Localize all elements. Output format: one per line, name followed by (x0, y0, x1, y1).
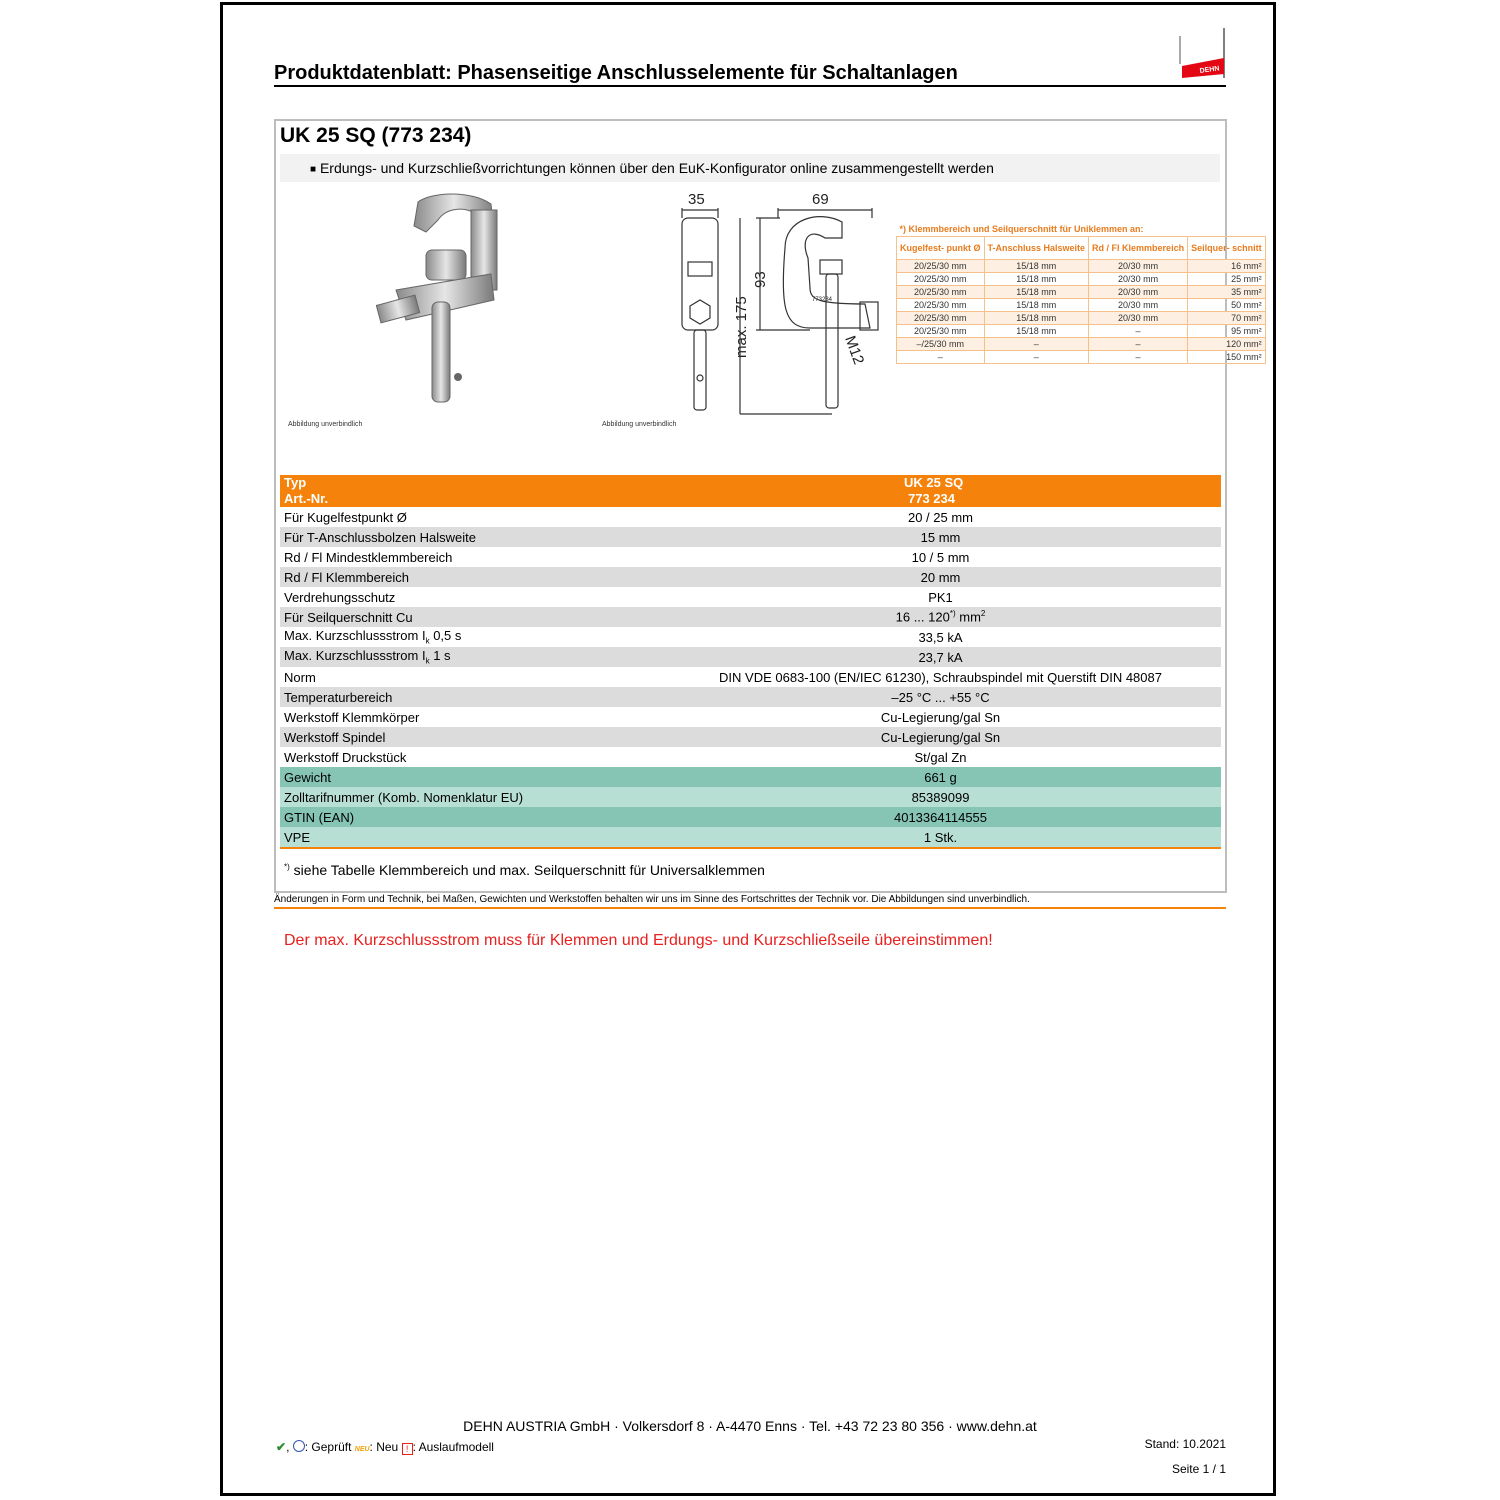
uni-cell: 70 mm² (1188, 312, 1266, 325)
spec-label: Zolltarifnummer (Komb. Nomenklatur EU) (280, 787, 660, 807)
uni-cell: 15/18 mm (984, 312, 1089, 325)
bullet-icon: ■ (310, 164, 317, 175)
legend-discontinued: : Auslaufmodell (412, 1440, 494, 1454)
dim-max: max. 175 (733, 296, 750, 358)
thread-size: M12 (841, 333, 868, 367)
spec-value: St/gal Zn (660, 747, 1221, 767)
uni-cell: 150 mm² (1188, 351, 1266, 364)
svg-text:DEHN: DEHN (1199, 65, 1220, 75)
uni-header: Kugelfest- punkt Ø (897, 237, 985, 260)
spec-value: Cu-Legierung/gal Sn (660, 727, 1221, 747)
spec-value: 1 Stk. (660, 827, 1221, 848)
uni-cell: 20/25/30 mm (897, 325, 985, 338)
uni-cell: 20/25/30 mm (897, 260, 985, 273)
header-rule (274, 85, 1226, 87)
spec-label: Für Kugelfestpunkt Ø (280, 507, 660, 527)
spec-label: Temperaturbereich (280, 687, 660, 707)
uni-header: Rd / Fl Klemmbereich (1089, 237, 1188, 260)
ks1-duration: 1 s (429, 648, 451, 664)
spec-value: Cu-Legierung/gal Sn (660, 707, 1221, 727)
spec-value: 20 / 25 mm (660, 507, 1221, 527)
legend-checked: : Geprüft (304, 1440, 352, 1454)
spec-label: Für Seilquerschnitt Cu (280, 607, 660, 627)
uni-cell: 50 mm² (1188, 299, 1266, 312)
uni-cell: 35 mm² (1188, 286, 1266, 299)
dehn-logo (1178, 28, 1226, 80)
uni-table-title: *) Klemmbereich und Seilquerschnitt für Uniklemmen an: (899, 224, 1144, 234)
spec-label: Verdrehungsschutz (280, 587, 660, 607)
dim-front-width: 35 (688, 191, 705, 208)
spec-label: Rd / Fl Klemmbereich (280, 567, 660, 587)
product-title: UK 25 SQ (773 234) (280, 124, 472, 147)
seil-range: 16 ... 120 (895, 609, 950, 625)
spec-label: Norm (280, 667, 660, 687)
disclaimer: Änderungen in Form und Technik, bei Maßen, Gewichten und Werkstoffen behalten wir uns im Sinne des Fortschrittes der Technik vor. Die Abbildungen sind unverbindlich. (274, 894, 1030, 905)
uni-cell: – (1089, 325, 1188, 338)
disclaimer-rule (274, 907, 1226, 909)
uni-cell: 20/25/30 mm (897, 312, 985, 325)
spec-value: 4013364114555 (660, 807, 1221, 827)
drawing-caption: Abbildung unverbindlich (602, 421, 677, 428)
uni-cell: 20/30 mm (1089, 286, 1188, 299)
spec-value: 20 mm (660, 567, 1221, 587)
uni-cell: 15/18 mm (984, 260, 1089, 273)
uni-cell: – (1089, 338, 1188, 351)
configurator-note-text: Erdungs- und Kurzschließvorrichtungen können über den EuK-Konfigurator online zusammengestellt werden (319, 160, 994, 176)
uni-header: T-Anschluss Halsweite (984, 237, 1089, 260)
dim-height: 93 (752, 271, 769, 288)
seil-footnote-mark: *) (949, 609, 956, 619)
tested-seal-icon (293, 1440, 305, 1452)
uni-cell: 16 mm² (1188, 260, 1266, 273)
spec-value: 33,5 kA (660, 627, 1221, 647)
uni-cell: 20/30 mm (1089, 299, 1188, 312)
ks1-label: Max. Kurzschlussstrom I (284, 648, 426, 664)
spec-label: Werkstoff Spindel (280, 727, 660, 747)
new-icon: NEU (354, 1446, 370, 1453)
spec-value: –25 °C ... +55 °C (660, 687, 1221, 707)
uni-cell: – (984, 338, 1089, 351)
revision-date: Stand: 10.2021 (1144, 1437, 1226, 1451)
spec-label (280, 647, 660, 667)
spec-value (660, 607, 1221, 627)
technical-drawing (660, 188, 890, 423)
spec-label: Gewicht (280, 767, 660, 787)
spec-value: 661 g (660, 767, 1221, 787)
product-photo (376, 192, 506, 412)
legend-new: : Neu (369, 1440, 399, 1454)
typ-value: UK 25 SQ (660, 475, 1221, 491)
spec-value: PK1 (660, 587, 1221, 607)
universal-clamp-table (896, 222, 1266, 364)
seil-unit: mm (955, 609, 981, 625)
spec-value: 15 mm (660, 527, 1221, 547)
spec-label: Werkstoff Klemmkörper (280, 707, 660, 727)
part-mark: 773234 (812, 297, 833, 303)
uni-cell: 15/18 mm (984, 299, 1089, 312)
discontinued-icon: ! (402, 1443, 413, 1455)
uni-cell: 20/30 mm (1089, 260, 1188, 273)
spec-value: 85389099 (660, 787, 1221, 807)
uni-cell: 15/18 mm (984, 273, 1089, 286)
document-title: Produktdatenblatt: Phasenseitige Anschlusselemente für Schaltanlagen (274, 62, 958, 84)
uni-cell: – (897, 351, 985, 364)
ks05-duration: 0,5 s (429, 628, 462, 644)
ks05-label: Max. Kurzschlussstrom I (284, 628, 426, 644)
uni-cell: 15/18 mm (984, 325, 1089, 338)
warning-text: Der max. Kurzschlussstrom muss für Klemmen und Erdungs- und Kurzschließseile übereinstimmen! (284, 932, 993, 949)
ks05-sub: k (425, 636, 430, 646)
checkmark-icon: ✔ (276, 1440, 287, 1454)
uni-cell: –/25/30 mm (897, 338, 985, 351)
spec-label (280, 627, 660, 647)
footnote-text: siehe Tabelle Klemmbereich und max. Seilquerschnitt für Universalklemmen (289, 862, 765, 878)
uni-cell: 20/25/30 mm (897, 273, 985, 286)
uni-cell: 20/25/30 mm (897, 286, 985, 299)
art-label: Art.-Nr. (280, 491, 660, 507)
uni-cell: 20/25/30 mm (897, 299, 985, 312)
spec-label: Rd / Fl Mindestklemmbereich (280, 547, 660, 567)
spec-value: 23,7 kA (660, 647, 1221, 667)
seil-unit-exp: 2 (980, 609, 986, 619)
uni-cell: 25 mm² (1188, 273, 1266, 286)
uni-cell: 15/18 mm (984, 286, 1089, 299)
uni-cell: 20/30 mm (1089, 273, 1188, 286)
configurator-note (310, 160, 994, 176)
status-legend: ✔, : Geprüft NEU: Neu ! : Auslaufmodell (276, 1440, 494, 1454)
spec-value: DIN VDE 0683-100 (EN/IEC 61230), Schraubspindel mit Querstift DIN 48087 (660, 667, 1221, 687)
spec-label: Für T-Anschlussbolzen Halsweite (280, 527, 660, 547)
uni-cell: 120 mm² (1188, 338, 1266, 351)
spec-label: Werkstoff Druckstück (280, 747, 660, 767)
uni-cell: – (984, 351, 1089, 364)
company-footer: DEHN AUSTRIA GmbH · Volkersdorf 8 · A-4470 Enns · Tel. +43 72 23 80 356 · www.dehn.at (463, 1418, 1037, 1434)
spec-label: GTIN (EAN) (280, 807, 660, 827)
photo-caption: Abbildung unverbindlich (288, 421, 363, 428)
footnote-mark: *) (284, 862, 290, 872)
uni-header: Seilquer- schnitt (1188, 237, 1266, 260)
art-value: 773 234 (660, 491, 1221, 507)
spec-value: 10 / 5 mm (660, 547, 1221, 567)
ks1-sub: k (425, 656, 430, 666)
page-number: Seite 1 / 1 (1171, 1462, 1226, 1476)
table-footnote (284, 862, 765, 878)
spec-table (280, 475, 1221, 849)
spec-label: VPE (280, 827, 660, 848)
uni-cell: 95 mm² (1188, 325, 1266, 338)
uni-cell: 20/30 mm (1089, 312, 1188, 325)
typ-label: Typ (280, 475, 660, 491)
uni-cell: – (1089, 351, 1188, 364)
dim-side-width: 69 (812, 191, 829, 208)
